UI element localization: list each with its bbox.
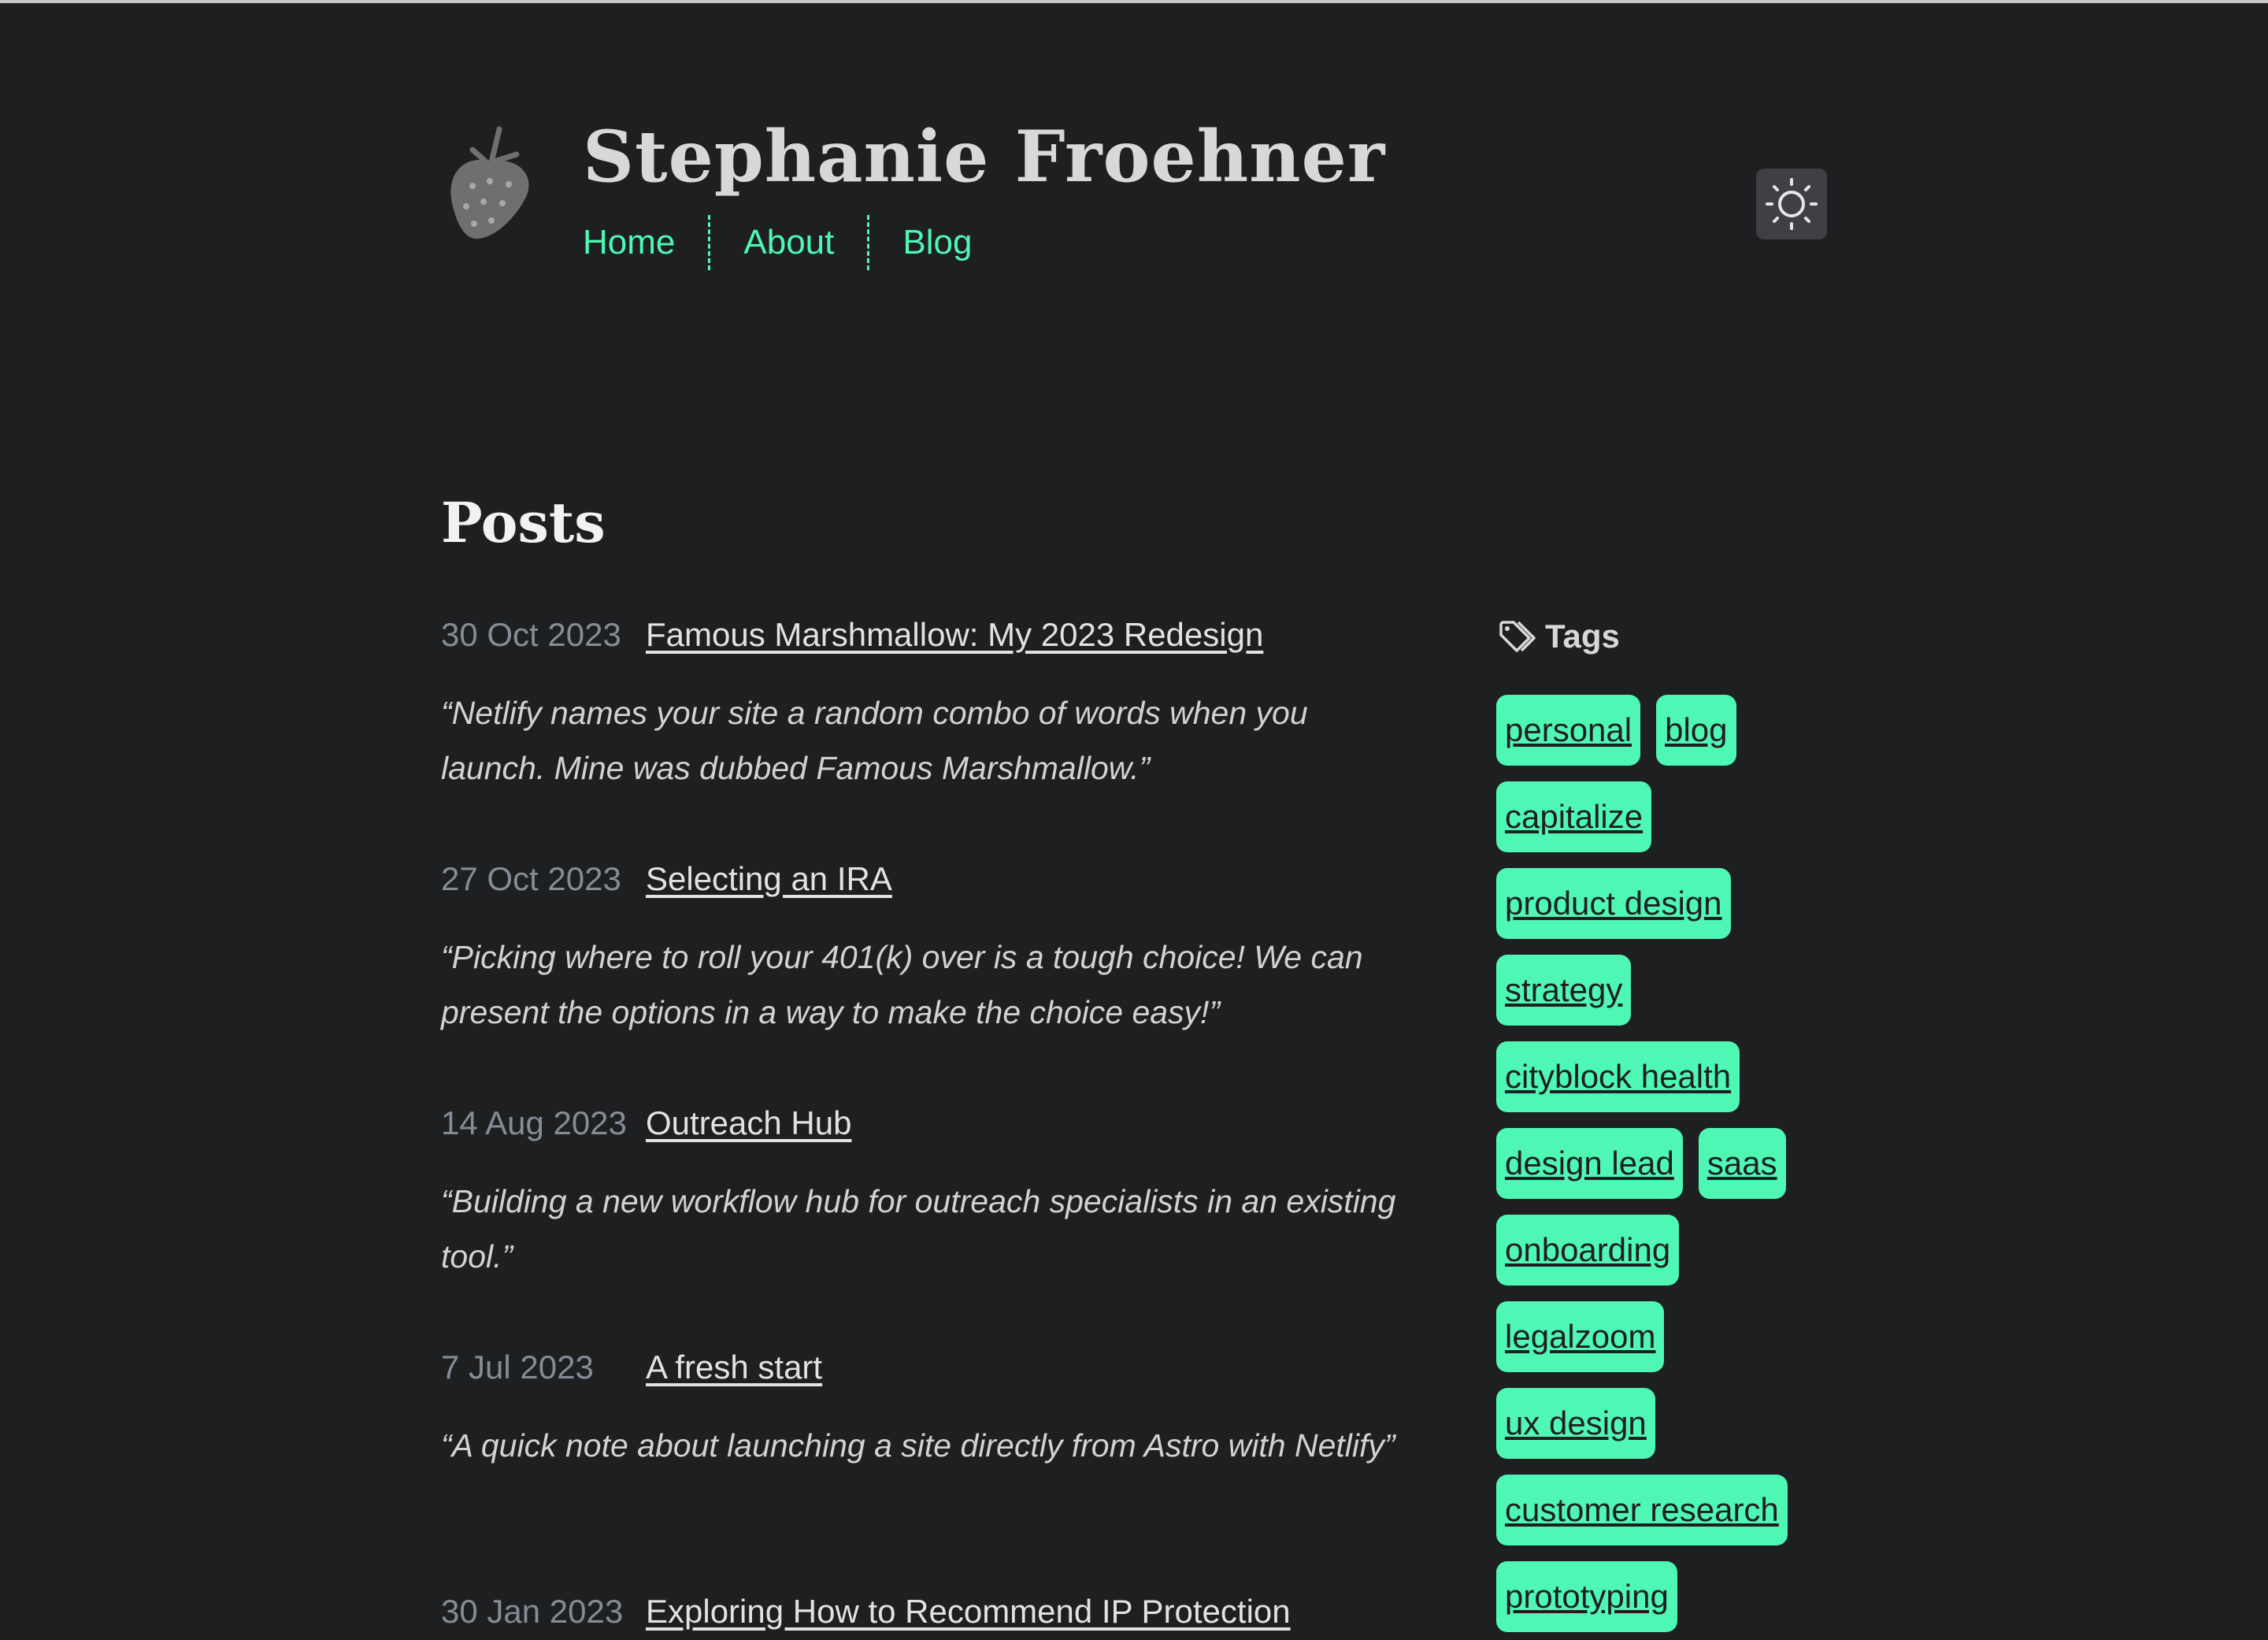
theme-toggle-button[interactable] [1756, 169, 1827, 239]
tag-product-design[interactable]: product design [1496, 868, 1731, 939]
post-title-link[interactable]: A fresh start [646, 1349, 823, 1386]
post-date: 7 Jul 2023 [441, 1349, 594, 1386]
post-date: 30 Jan 2023 [441, 1593, 624, 1630]
tag-list [1496, 695, 1827, 1632]
post-description: “Netlify names your site a random combo of words when you launch. Mine was dubbed Famous Marshmallow.” [441, 695, 1308, 786]
tag-customer-research[interactable]: customer research [1496, 1475, 1788, 1545]
main-nav [583, 214, 972, 271]
post-description: “Picking where to roll your 401(k) over is a tough choice! We can present the options in a way to make the choice easy!” [441, 939, 1363, 1030]
tag-strategy[interactable]: strategy [1496, 955, 1631, 1026]
tag-saas[interactable]: saas [1699, 1128, 1786, 1199]
top-border [0, 0, 2268, 3]
post-title-link[interactable]: Outreach Hub [646, 1104, 852, 1141]
tag-blog[interactable]: blog [1656, 695, 1736, 766]
post-item [441, 1593, 1418, 1640]
tags-heading [1498, 618, 1620, 655]
strawberry-icon[interactable] [441, 126, 536, 244]
tag-prototyping[interactable]: prototyping [1496, 1561, 1677, 1632]
nav-divider [708, 215, 710, 270]
post-item [441, 860, 1418, 1040]
post-item [441, 1104, 1418, 1284]
sun-icon [1764, 176, 1819, 232]
posts-heading: Posts [441, 490, 606, 555]
post-date: 14 Aug 2023 [441, 1104, 627, 1141]
nav-divider [867, 215, 869, 270]
post-date: 30 Oct 2023 [441, 616, 621, 653]
tag-onboarding[interactable]: onboarding [1496, 1215, 1679, 1286]
post-date: 27 Oct 2023 [441, 860, 621, 897]
tag-capitalize[interactable]: capitalize [1496, 781, 1651, 852]
nav-home-link[interactable]: Home [583, 223, 676, 262]
post-description: “A quick note about launching a site directly from Astro with Netlify” [441, 1427, 1395, 1464]
tag-ux-design[interactable]: ux design [1496, 1388, 1655, 1459]
nav-about-link[interactable]: About [743, 223, 835, 262]
post-description: “Building a new workflow hub for outreach specialists in an existing tool.” [441, 1183, 1396, 1275]
tag-icon [1498, 619, 1540, 654]
nav-blog-link[interactable]: Blog [902, 223, 973, 262]
post-item [441, 616, 1418, 796]
tag-cityblock-health[interactable]: cityblock health [1496, 1041, 1740, 1112]
tags-heading-label: Tags [1545, 618, 1620, 655]
post-item [441, 1349, 1418, 1473]
site-title[interactable]: Stephanie Froehner [583, 115, 1386, 199]
tag-design-lead[interactable]: design lead [1496, 1128, 1683, 1199]
tag-personal[interactable]: personal [1496, 695, 1640, 766]
tag-legalzoom[interactable]: legalzoom [1496, 1301, 1664, 1372]
post-title-link[interactable]: Famous Marshmallow: My 2023 Redesign [646, 616, 1264, 653]
post-title-link[interactable]: Selecting an IRA [646, 860, 892, 897]
post-title-link[interactable]: Exploring How to Recommend IP Protection [646, 1593, 1291, 1630]
